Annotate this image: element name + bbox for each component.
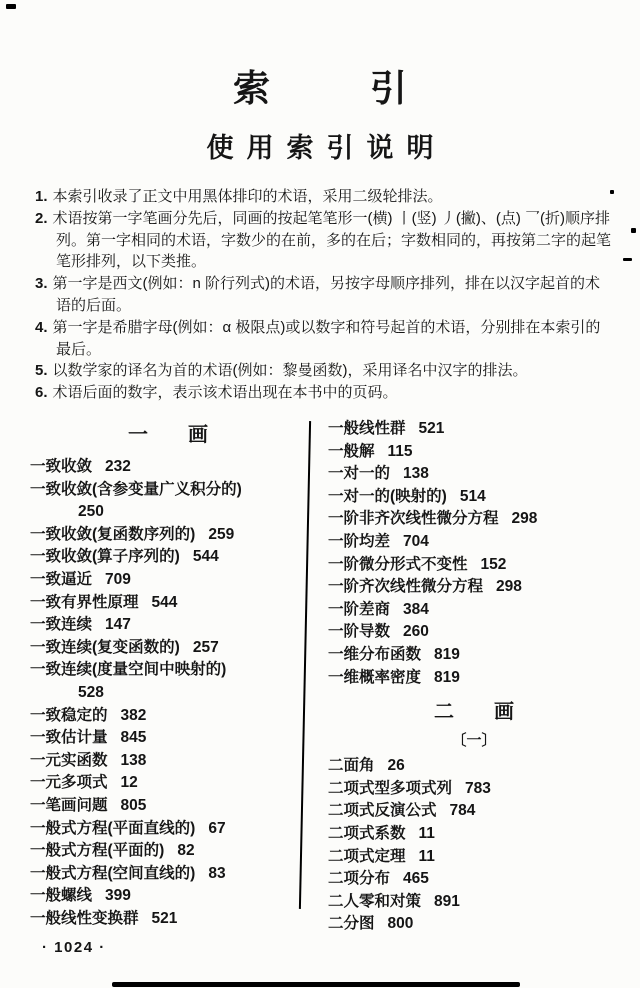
index-page-ref: 544 bbox=[151, 593, 178, 611]
index-entry bbox=[328, 508, 620, 531]
index-page-ref: 819 bbox=[434, 668, 460, 686]
instruction-item bbox=[35, 317, 615, 361]
instruction-text: 第一字是希腊字母(例如：α 极限点)或以数字和符号起首的术语，分别排在本索引的最后。 bbox=[52, 318, 601, 358]
instructions-list bbox=[35, 186, 615, 404]
index-entry bbox=[30, 614, 306, 637]
instruction-item bbox=[35, 360, 615, 382]
index-page-ref: 26 bbox=[387, 757, 405, 775]
page-title: 索引 bbox=[233, 68, 507, 109]
instruction-item bbox=[35, 382, 615, 404]
index-entry bbox=[328, 486, 620, 509]
index-entry bbox=[328, 599, 620, 622]
instruction-text: 本索引收录了正文中用黑体排印的术语，采用二级轮排法。 bbox=[52, 188, 443, 205]
index-page-ref: 232 bbox=[105, 458, 131, 475]
index-entry bbox=[328, 846, 620, 869]
index-entry bbox=[328, 554, 620, 577]
index-entry bbox=[30, 885, 306, 908]
index-entry bbox=[328, 868, 620, 891]
index-page-ref: 805 bbox=[120, 796, 147, 814]
index-page-ref: 819 bbox=[434, 645, 460, 663]
index-entry bbox=[30, 456, 306, 479]
index-entry bbox=[328, 913, 620, 936]
index-entry bbox=[30, 727, 306, 750]
index-page-ref: 709 bbox=[105, 570, 131, 588]
instruction-number: 4. bbox=[35, 318, 48, 336]
index-term: 一阶齐次线性微分方程 bbox=[328, 578, 484, 596]
index-page-ref: 298 bbox=[511, 510, 538, 528]
index-term: 一致收敛(含参变量广义积分的) bbox=[30, 480, 242, 498]
index-term: 一维分布函数 bbox=[328, 645, 422, 663]
index-term: 一致逼近 bbox=[30, 570, 93, 588]
index-term: 一维概率密度 bbox=[328, 668, 422, 686]
index-right-column bbox=[328, 418, 620, 936]
instruction-item bbox=[35, 186, 615, 208]
index-term: 一阶导数 bbox=[328, 623, 391, 641]
index-page-ref: 11 bbox=[418, 824, 435, 842]
index-term: 一笔画问题 bbox=[30, 796, 108, 814]
index-entry bbox=[30, 818, 306, 841]
index-term: 二人零和对策 bbox=[328, 892, 422, 910]
index-page-ref: 544 bbox=[192, 548, 219, 566]
index-entry bbox=[30, 863, 306, 886]
index-page-ref: 783 bbox=[465, 779, 491, 797]
index-term: 一元多项式 bbox=[30, 774, 108, 792]
index-entry bbox=[30, 637, 306, 660]
index-page-ref: 528 bbox=[78, 683, 104, 701]
index-page-ref: 250 bbox=[78, 503, 104, 521]
index-term: 一般式方程(平面直线的) bbox=[30, 819, 196, 837]
index-term: 一致连续 bbox=[30, 616, 93, 634]
index-term: 一致收敛(算子序列的) bbox=[30, 548, 180, 566]
index-entry bbox=[328, 667, 620, 690]
index-term: 一致收敛 bbox=[30, 458, 93, 475]
index-page-ref: 147 bbox=[105, 616, 131, 634]
index-term: 一阶差商 bbox=[328, 600, 391, 618]
scan-speck bbox=[631, 228, 636, 233]
index-entry bbox=[328, 800, 620, 823]
instruction-number: 6. bbox=[35, 384, 48, 402]
index-entry bbox=[30, 479, 306, 524]
index-entry bbox=[328, 463, 620, 486]
scan-speck bbox=[610, 190, 614, 194]
index-page-ref: 138 bbox=[120, 751, 147, 769]
index-term: 一致收敛(复函数序列的) bbox=[30, 525, 196, 543]
index-entry bbox=[30, 524, 306, 547]
index-entry bbox=[328, 531, 620, 554]
index-term: 二面角 bbox=[328, 757, 375, 775]
index-entry bbox=[328, 441, 620, 464]
scan-speck bbox=[623, 258, 632, 261]
index-term: 一般解 bbox=[328, 442, 375, 460]
index-page-ref: 298 bbox=[496, 578, 522, 596]
scan-speck bbox=[6, 4, 16, 9]
index-term: 一阶微分形式不变性 bbox=[328, 555, 468, 573]
index-entry bbox=[30, 569, 306, 592]
index-term: 一般螺线 bbox=[30, 887, 93, 905]
index-page-ref: 115 bbox=[387, 442, 413, 460]
index-entry bbox=[30, 840, 306, 863]
index-term: 一元实函数 bbox=[30, 751, 108, 769]
index-page-ref: 83 bbox=[208, 864, 226, 882]
index-entry bbox=[328, 644, 620, 667]
instruction-text: 第一字是西文(例如：n 阶行列式)的术语，另按字母顺序排列，排在以汉字起首的术语的后面。 bbox=[52, 275, 601, 314]
index-entry bbox=[328, 823, 620, 846]
instruction-number: 1. bbox=[35, 188, 48, 205]
index-page-ref: 260 bbox=[403, 623, 429, 641]
index-page-ref: 521 bbox=[418, 420, 445, 437]
index-page-ref: 800 bbox=[387, 915, 414, 933]
index-term: 一致连续(复变函数的) bbox=[30, 638, 180, 656]
instruction-number: 5. bbox=[35, 362, 48, 380]
index-entry bbox=[328, 891, 620, 914]
scan-edge-artifact bbox=[112, 982, 520, 987]
index-page-ref: 514 bbox=[459, 487, 486, 505]
index-page-ref: 784 bbox=[449, 802, 476, 820]
index-entry bbox=[30, 592, 306, 615]
section-heading-two-strokes: 二 画 bbox=[434, 701, 514, 724]
index-page-ref: 259 bbox=[208, 525, 235, 543]
index-page-ref: 465 bbox=[403, 870, 429, 888]
index-term: 二项式系数 bbox=[328, 824, 406, 842]
index-page-ref: 384 bbox=[403, 600, 429, 618]
instruction-text: 术语后面的数字，表示该术语出现在本书中的页码。 bbox=[52, 384, 398, 402]
index-entry bbox=[30, 795, 306, 818]
index-term: 一般线性群 bbox=[328, 420, 406, 437]
index-page-ref: 382 bbox=[120, 706, 147, 724]
instruction-item bbox=[35, 273, 615, 317]
index-term: 一致估计量 bbox=[30, 729, 108, 747]
index-entry bbox=[328, 621, 620, 644]
index-term: 一对一的(映射的) bbox=[328, 487, 447, 505]
index-term: 一般式方程(空间直线的) bbox=[30, 864, 196, 882]
index-entry bbox=[328, 755, 620, 778]
index-term: 一阶均差 bbox=[328, 532, 391, 550]
index-page-ref: 12 bbox=[120, 774, 138, 792]
index-term: 一般式方程(平面的) bbox=[30, 842, 165, 860]
index-entry bbox=[328, 576, 620, 599]
instruction-number: 3. bbox=[35, 275, 48, 293]
page-number: · 1024 · bbox=[42, 939, 106, 956]
index-entry bbox=[328, 778, 620, 801]
index-page-ref: 11 bbox=[418, 847, 435, 865]
index-term: 一般线性变换群 bbox=[30, 909, 139, 927]
index-entry bbox=[30, 705, 306, 728]
index-page-ref: 257 bbox=[192, 638, 219, 656]
index-term: 一阶非齐次线性微分方程 bbox=[328, 510, 499, 528]
index-term: 二项式型多项式列 bbox=[328, 779, 453, 797]
index-page-ref: 845 bbox=[120, 729, 147, 747]
index-page-ref: 152 bbox=[480, 555, 507, 573]
index-page-ref: 704 bbox=[403, 532, 429, 550]
index-entry bbox=[30, 750, 306, 773]
page-subtitle: 使用索引说明 bbox=[206, 133, 447, 163]
index-term: 一对一的 bbox=[328, 465, 391, 483]
instruction-number: 2. bbox=[35, 209, 48, 227]
index-entry bbox=[30, 772, 306, 795]
index-left-column bbox=[30, 420, 306, 930]
section-subheading-one: 〔一〕 bbox=[451, 732, 497, 750]
index-term: 一致稳定的 bbox=[30, 706, 108, 724]
index-term: 二项分布 bbox=[328, 870, 391, 888]
instruction-text: 以数学家的译名为首的术语(例如：黎曼函数)，采用译名中汉字的排法。 bbox=[52, 362, 528, 380]
index-term: 二分图 bbox=[328, 915, 375, 933]
index-entry bbox=[30, 908, 306, 931]
instruction-text: 术语按第一字笔画分先后，同画的按起笔笔形一(横) 丨(竖) 丿(撇)、(点) 乛(折)顺序排列。第一字相同的术语，字数少的在前，多的在后；字数相同的，再按第二字的起笔笔形排列，以下类推。 bbox=[52, 209, 612, 271]
index-page-ref: 138 bbox=[403, 465, 429, 483]
index-term: 二项式反演公式 bbox=[328, 802, 437, 820]
index-page-ref: 67 bbox=[208, 819, 226, 837]
instruction-item bbox=[35, 208, 615, 273]
index-term: 二项式定理 bbox=[328, 847, 406, 865]
section-heading-one-stroke: 一 画 bbox=[128, 424, 208, 446]
index-page-ref: 521 bbox=[151, 909, 178, 927]
index-entry bbox=[30, 546, 306, 569]
index-page-ref: 82 bbox=[177, 842, 195, 860]
index-term: 一致有界性原理 bbox=[30, 593, 139, 611]
index-term: 一致连续(度量空间中映射的) bbox=[30, 661, 227, 679]
index-entry bbox=[328, 418, 620, 441]
index-page-ref: 891 bbox=[434, 892, 460, 910]
index-page-ref: 399 bbox=[105, 887, 131, 905]
index-entry bbox=[30, 659, 306, 704]
